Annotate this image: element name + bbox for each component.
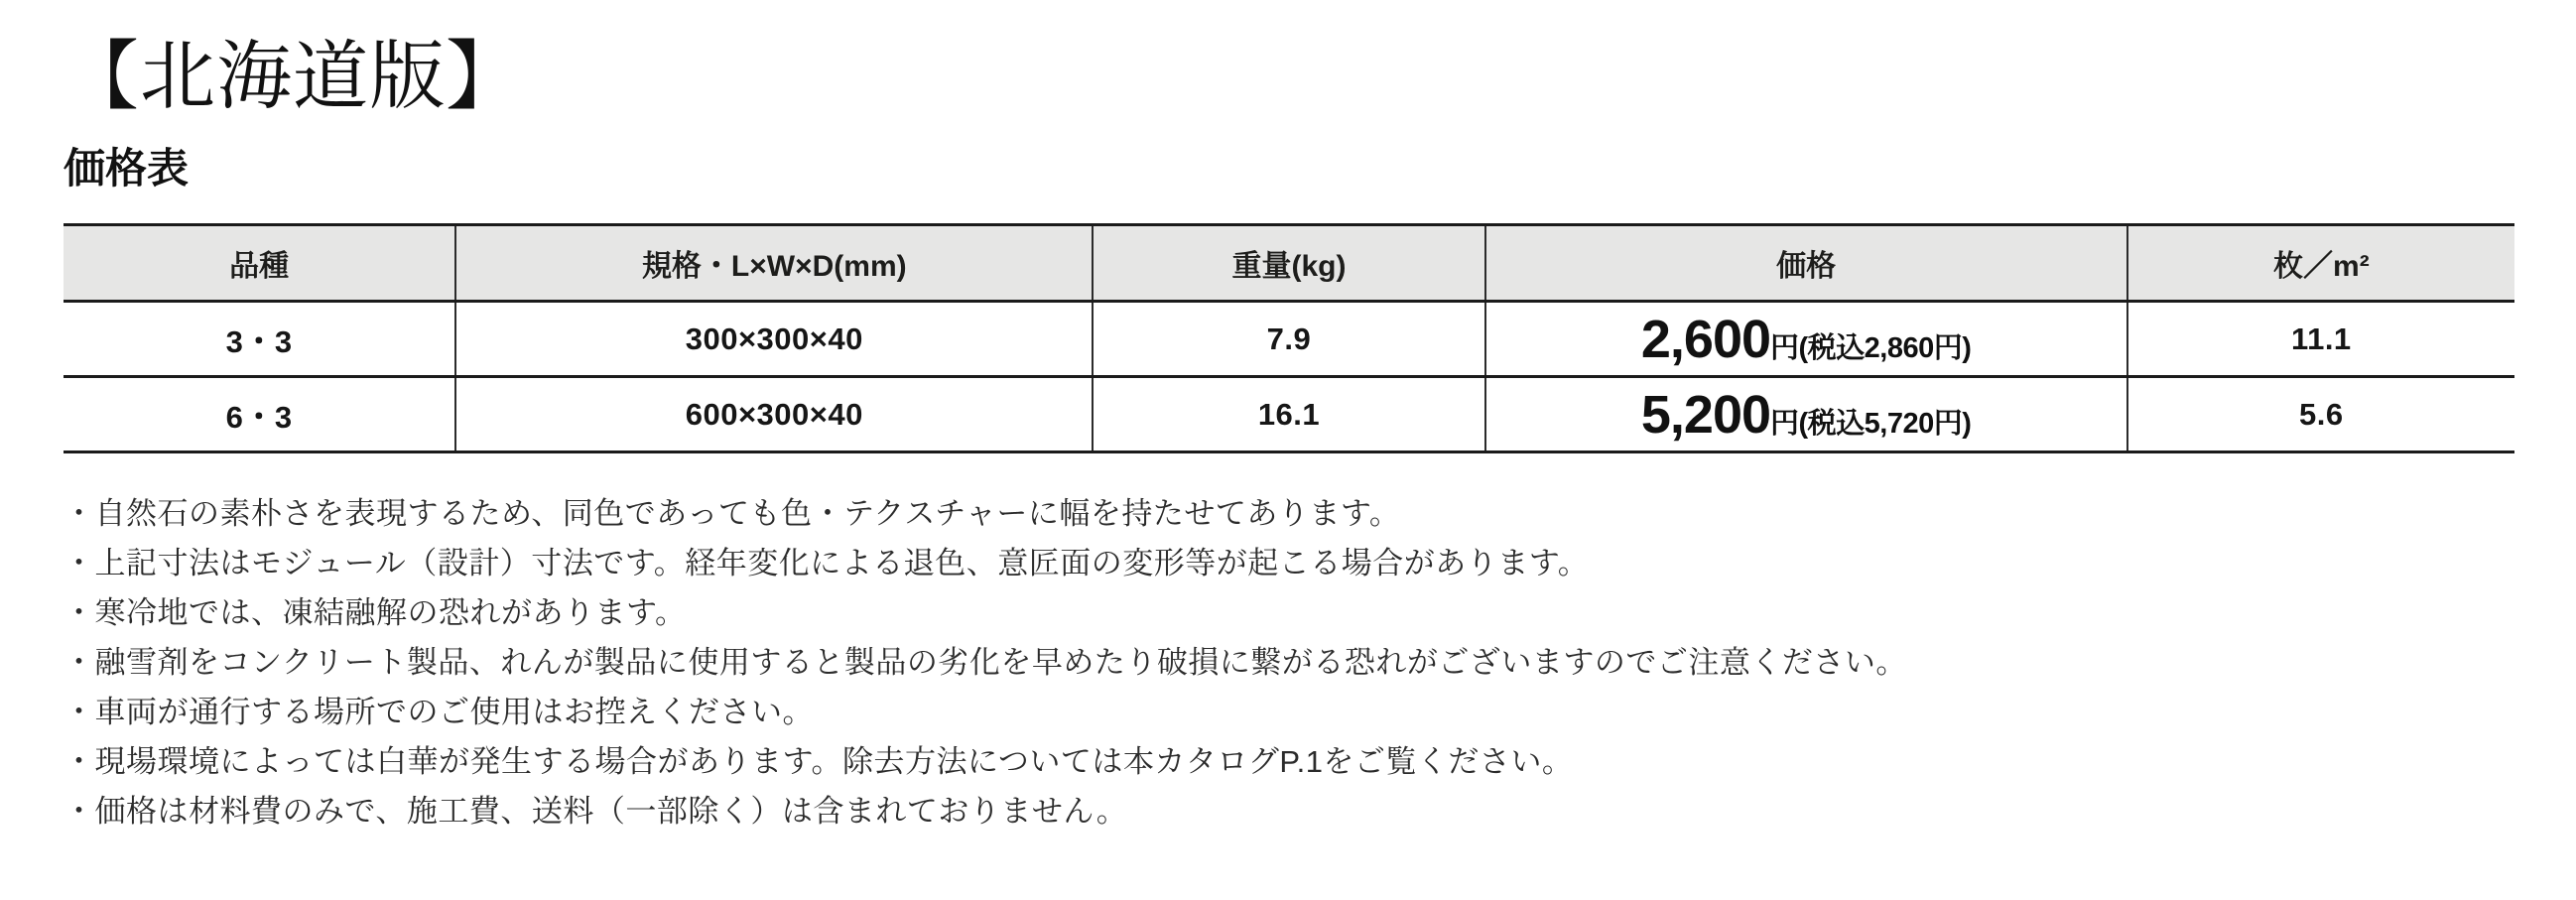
note-item — [64, 737, 2518, 787]
note-text: 上記寸法はモジュール（設計）寸法です。経年変化による退色、意匠面の変形等が起こる場合があります。 — [94, 546, 1590, 580]
price-cell — [1485, 302, 2127, 377]
header-cell-weight: 重量(kg) — [1093, 225, 1484, 302]
note-text: 車両が通行する場所でのご使用はお控えください。 — [94, 695, 814, 729]
price-tax-note: 円(税込5,720円) — [1770, 407, 1972, 440]
note-bullet: ・ — [64, 595, 95, 630]
variety-cell: 3・3 — [64, 302, 455, 377]
note-bullet: ・ — [64, 744, 95, 779]
note-text: 融雪剤をコンクリート製品、れんが製品に使用すると製品の劣化を早めたり破損に繋がる恐れがございますのでご注意ください。 — [94, 645, 1907, 680]
note-bullet: ・ — [64, 695, 95, 729]
note-item — [64, 489, 2518, 539]
spec-cell: 300×300×40 — [455, 302, 1093, 377]
header-cell-spec: 規格・L×W×D(mm) — [455, 225, 1093, 302]
table-row — [64, 302, 2514, 377]
pieces-per-sqm-cell: 11.1 — [2127, 302, 2514, 377]
price-tax-note: 円(税込2,860円) — [1770, 331, 1972, 364]
note-text: 自然石の素朴さを表現するため、同色であっても色・テクスチャーに幅を持たせてあります。 — [94, 496, 1401, 531]
note-text: 寒冷地では、凍結融解の恐れがあります。 — [94, 595, 687, 630]
note-bullet: ・ — [64, 794, 95, 829]
note-bullet: ・ — [64, 645, 95, 680]
pieces-per-sqm-cell: 5.6 — [2127, 377, 2514, 452]
variety-cell: 6・3 — [64, 377, 455, 452]
notes-list — [64, 489, 2518, 836]
note-item — [64, 688, 2518, 737]
note-bullet: ・ — [64, 546, 95, 580]
price-table — [64, 223, 2514, 453]
note-item — [64, 539, 2518, 588]
table-row — [64, 377, 2514, 452]
header-cell-price: 価格 — [1485, 225, 2127, 302]
section-title: 価格表 — [64, 145, 190, 192]
weight-cell: 7.9 — [1093, 302, 1484, 377]
note-text: 現場環境によっては白華が発生する場合があります。除去方法については本カタログP.1をご覧ください。 — [94, 744, 1574, 779]
note-text: 価格は材料費のみで、施工費、送料（一部除く）は含まれておりません。 — [94, 794, 1128, 829]
price-amount: 5,200 — [1640, 384, 1771, 445]
spec-cell: 600×300×40 — [455, 377, 1093, 452]
note-item — [64, 638, 2518, 688]
note-bullet: ・ — [64, 496, 95, 531]
header-cell-variety: 品種 — [64, 225, 455, 302]
price-amount: 2,600 — [1640, 309, 1771, 369]
note-item — [64, 787, 2518, 836]
weight-cell: 16.1 — [1093, 377, 1484, 452]
price-cell — [1485, 377, 2127, 452]
page-title: 【北海道版】 — [64, 35, 522, 119]
header-cell-pieces-per-sqm: 枚／m² — [2127, 225, 2514, 302]
note-item — [64, 588, 2518, 638]
table-header-row — [64, 225, 2514, 302]
